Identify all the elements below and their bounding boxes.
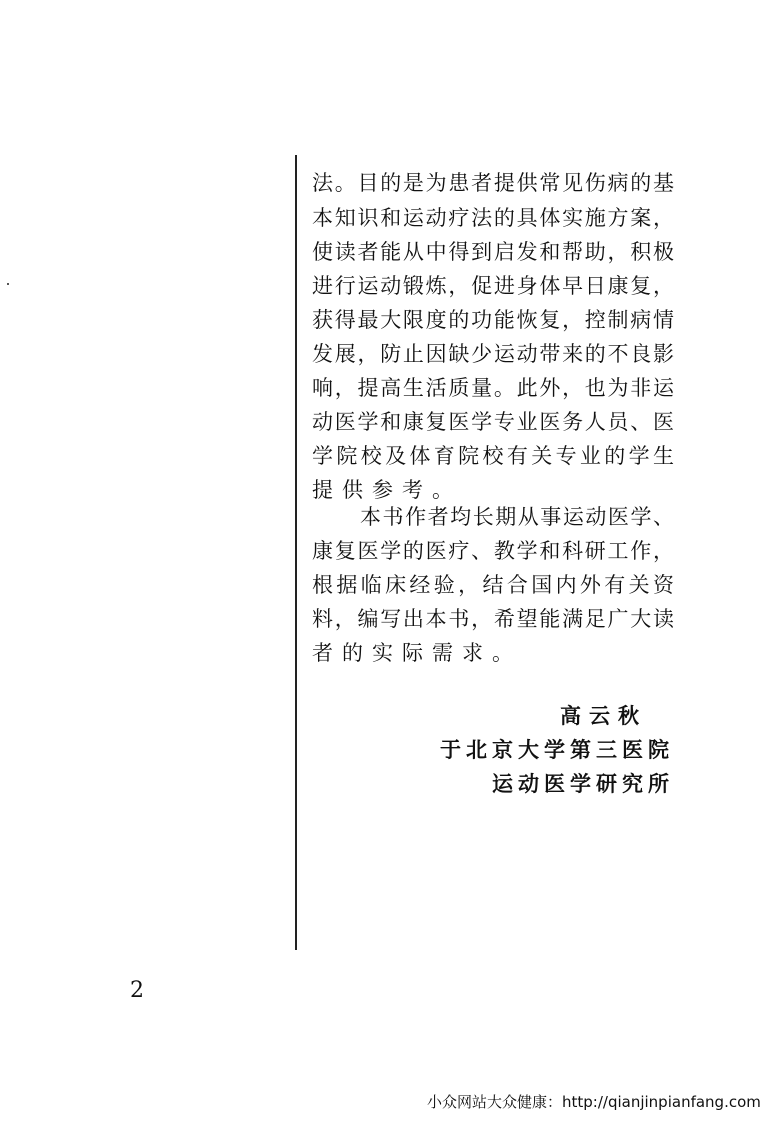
text-line: 者的实际需求。: [312, 641, 522, 665]
footer-watermark: 小众网站大众健康：http://qianjinpianfang.com: [427, 1093, 761, 1111]
text-line: 进行运动锻炼，促进身体早日康复，: [312, 274, 674, 298]
affiliation-line-1: 于北京大学第三医院: [440, 737, 674, 762]
text-line: 提供参考。: [312, 478, 462, 502]
text-line: 本书作者均长期从事运动医学、: [360, 505, 674, 529]
text-line: 发展，防止因缺少运动带来的不良影: [312, 342, 674, 366]
text-line: 动医学和康复医学专业医务人员、医: [312, 410, 674, 434]
text-line: 康复医学的医疗、教学和科研工作，: [312, 539, 674, 563]
margin-rule: [295, 155, 297, 950]
scan-speck: [7, 283, 9, 285]
author-name: 高云秋: [560, 703, 647, 728]
text-line: 根据临床经验，结合国内外有关资: [312, 573, 674, 597]
text-line: 学院校及体育院校有关专业的学生: [312, 444, 674, 468]
affiliation-line-2: 运动医学研究所: [492, 771, 674, 796]
text-line: 使读者能从中得到启发和帮助，积极: [312, 240, 674, 264]
text-line: 料，编写出本书，希望能满足广大读: [312, 607, 674, 631]
text-line: 本知识和运动疗法的具体实施方案，: [312, 206, 674, 230]
text-line: 获得最大限度的功能恢复，控制病情: [312, 308, 674, 332]
text-line: 响，提高生活质量。此外，也为非运: [312, 376, 674, 400]
page-number: 2: [130, 978, 144, 1003]
text-line: 法。目的是为患者提供常见伤病的基: [312, 171, 674, 195]
